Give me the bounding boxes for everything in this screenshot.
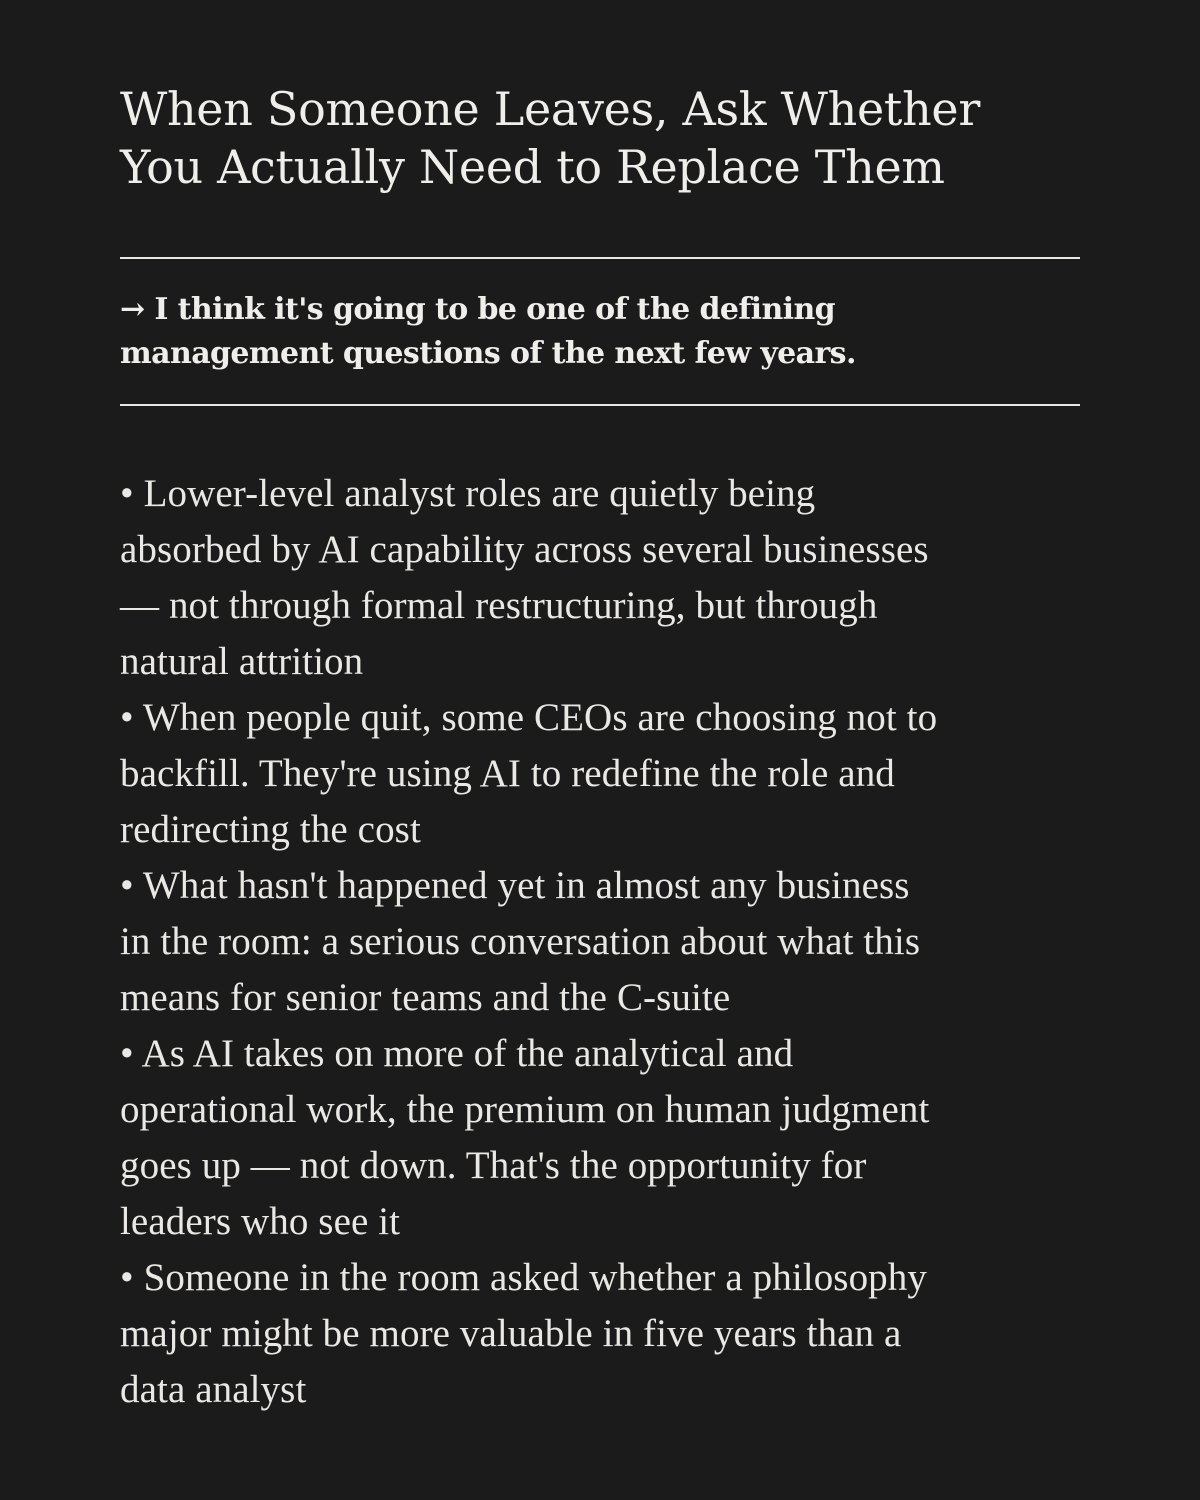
bullet-item: [120, 858, 1080, 1026]
bullet-line: operational work, the premium on human judgment: [120, 1088, 930, 1131]
bullet-line: natural attrition: [120, 640, 364, 683]
divider-bottom: [120, 404, 1080, 406]
bullet-line: data analyst: [120, 1368, 307, 1411]
title-line: When Someone Leaves, Ask Whether: [120, 82, 981, 136]
page-title: [120, 80, 1080, 196]
bullet-line: backfill. They're using AI to redefine the role and: [120, 752, 895, 795]
bullet-line: • Someone in the room asked whether a philosophy: [120, 1256, 927, 1299]
bullet-line: leaders who see it: [120, 1200, 401, 1243]
bullet-item: [120, 1026, 1080, 1250]
divider-top: [120, 257, 1080, 259]
bullet-item: [120, 1250, 1080, 1418]
bullet-list: [120, 466, 1080, 1418]
bullet-line: goes up — not down. That's the opportunity for: [120, 1144, 867, 1187]
bullet-line: means for senior teams and the C-suite: [120, 976, 731, 1019]
callout-line: management questions of the next few years.: [120, 336, 856, 371]
bullet-item: [120, 466, 1080, 690]
callout-quote: [120, 288, 1080, 376]
bullet-item: [120, 690, 1080, 858]
bullet-line: — not through formal restructuring, but through: [120, 584, 878, 627]
bullet-line: redirecting the cost: [120, 808, 421, 851]
bullet-line: in the room: a serious conversation about what this: [120, 920, 921, 963]
title-line: You Actually Need to Replace Them: [120, 140, 945, 194]
callout-line: → I think it's going to be one of the defining: [120, 292, 836, 327]
bullet-line: major might be more valuable in five years than a: [120, 1312, 902, 1355]
bullet-line: • What hasn't happened yet in almost any business: [120, 864, 910, 907]
bullet-line: absorbed by AI capability across several businesses: [120, 528, 929, 571]
bullet-line: • When people quit, some CEOs are choosing not to: [120, 696, 938, 739]
bullet-line: • As AI takes on more of the analytical and: [120, 1032, 794, 1075]
bullet-line: • Lower-level analyst roles are quietly being: [120, 472, 816, 515]
